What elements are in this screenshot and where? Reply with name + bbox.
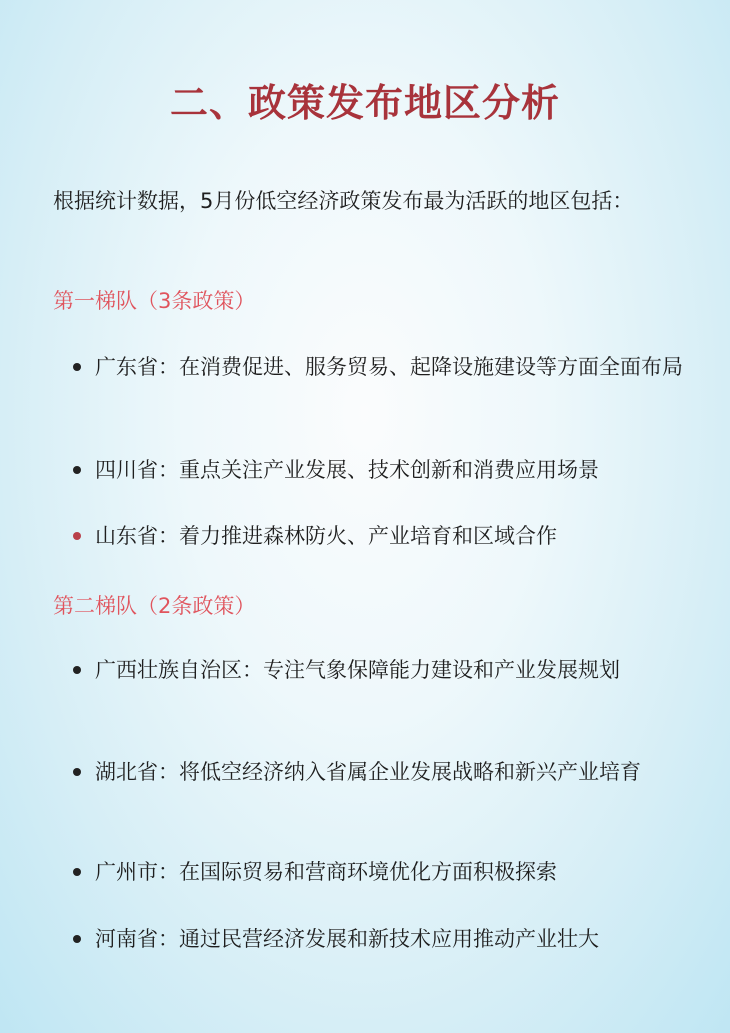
list-item: [73, 451, 688, 489]
list-item: [73, 853, 688, 891]
page-title: 二、政策发布地区分析: [169, 81, 560, 125]
bullet-icon: [73, 466, 81, 474]
list-item: [73, 753, 688, 791]
list-item-text: 湖北省：将低空经济纳入省属企业发展战略和新兴产业培育: [95, 760, 641, 784]
bullet-icon: [73, 666, 81, 674]
bullet-icon: [73, 363, 81, 371]
list-item-text: 广州市：在国际贸易和营商环境优化方面积极探索: [95, 860, 557, 884]
list-item: [73, 651, 688, 689]
list-item-text: 广东省：在消费促进、服务贸易、起降设施建设等方面全面布局: [95, 355, 683, 379]
list-item-text: 山东省：着力推进森林防火、产业培育和区域合作: [95, 524, 557, 548]
list-item-text: 河南省：通过民营经济发展和新技术应用推动产业壮大: [95, 927, 599, 951]
list-item: [73, 920, 688, 958]
list-item: [73, 348, 688, 386]
bullet-icon: [73, 532, 81, 540]
bullet-icon: [73, 768, 81, 776]
list-item: [73, 517, 688, 555]
tier-2-label: 第二梯队（2条政策）: [53, 594, 256, 618]
list-item-text: 四川省：重点关注产业发展、技术创新和消费应用场景: [95, 458, 599, 482]
bullet-icon: [73, 935, 81, 943]
intro-paragraph: 根据统计数据，5月份低空经济政策发布最为活跃的地区包括：: [53, 189, 634, 213]
tier-1-label: 第一梯队（3条政策）: [53, 289, 256, 313]
list-item-text: 广西壮族自治区：专注气象保障能力建设和产业发展规划: [95, 658, 620, 682]
bullet-icon: [73, 868, 81, 876]
